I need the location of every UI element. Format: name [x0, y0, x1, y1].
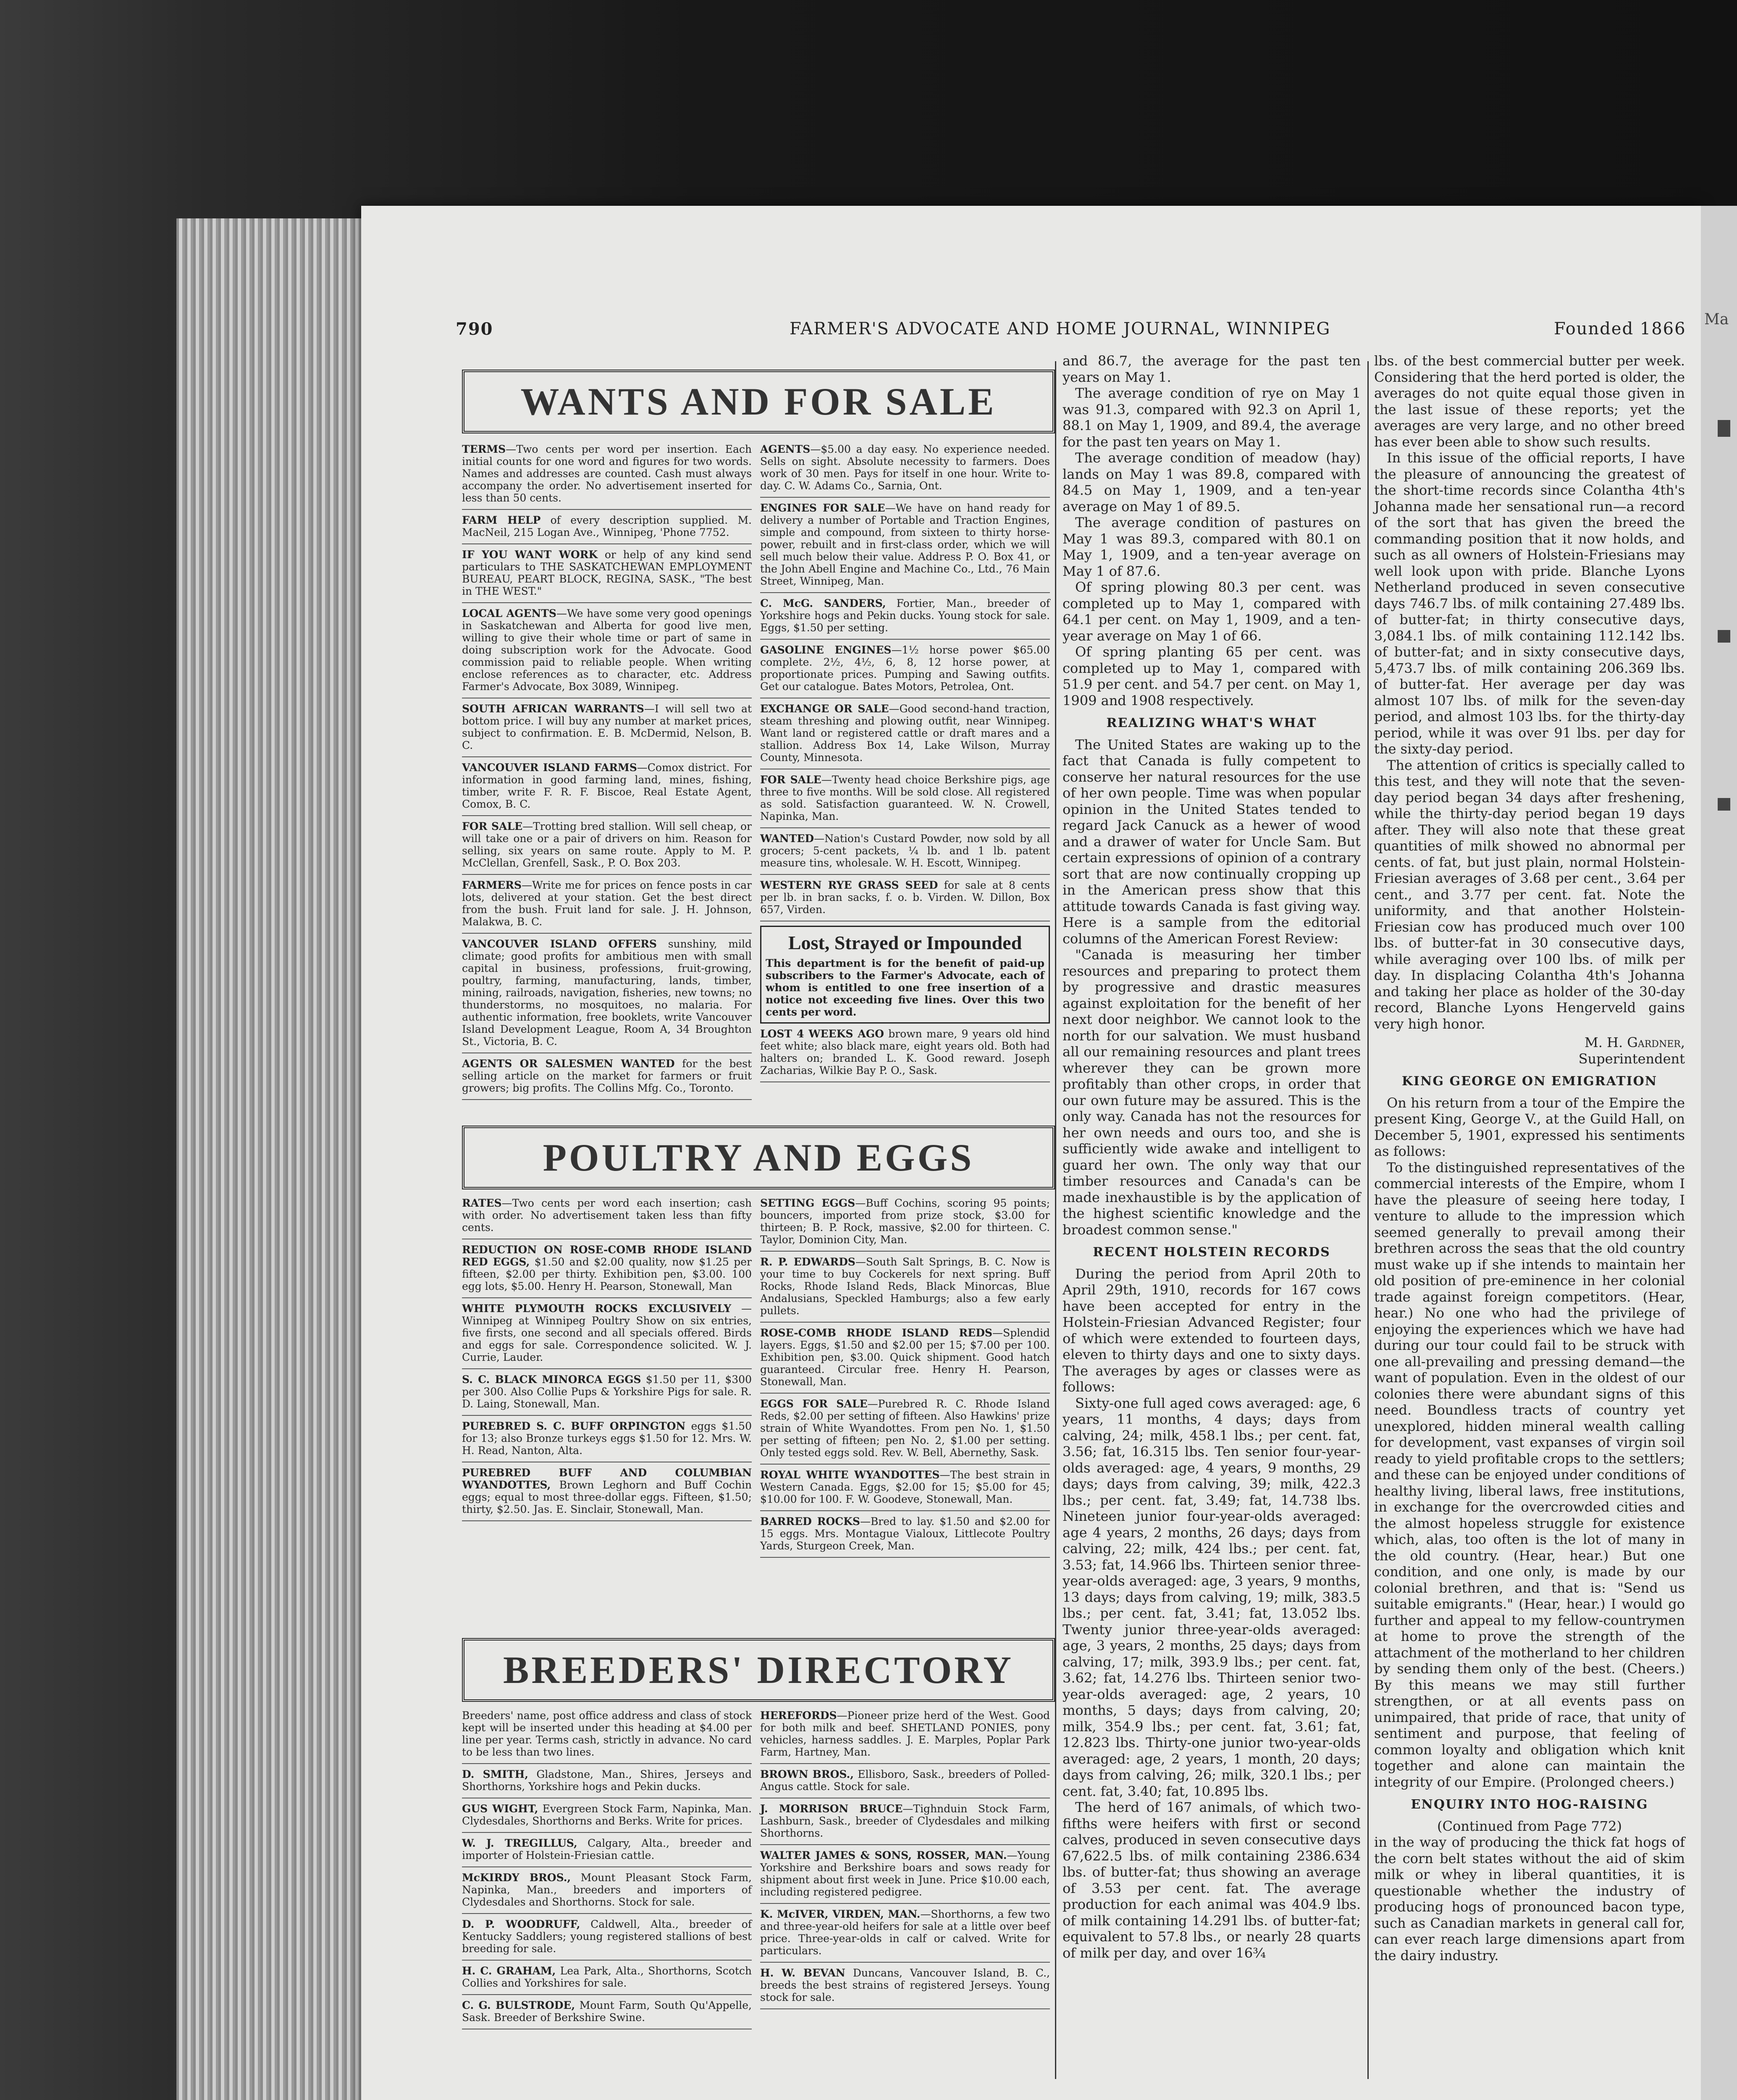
- paragraph: To the distinguished representatives of the commercial interests of the Empire, whom I have the pleasure of seeing here today, I venture to allude to the impression which seemed generally to prevail among their brethren across the seas that the old country must wake up if she intends to maintain her old position of pre-eminence in her colonial trade against foreign competitors. (Hear, hear.) No one who had the privilege of enjoying the experiences which we have had during our tour could fail to be struck with one all-prevailing and pressing demand—the want of population. Even in the oldest of our colonies there were abundant signs of this need. Boundless tracts of country yet unexplored, hidden mineral wealth calling for development, vast expanses of virgin soil ready to yield profitable crops to the settlers; and these can be enjoyed under conditions of healthy living, liberal laws, free institutions, in exchange for the overcrowded cities and the almost hopeless struggle for existence which, alas, too often is the lot of many in the old country. (Hear, hear.) But one condition, and one only, is made by our colonial brethren, and that is: "Send us suitable emigrants." (Hear, hear.) I would go further and appeal to my fellow-countrymen at home to prove the strength of the attachment of the motherland to her children by sending them only of the best. (Cheers.) By this means we may still further strengthen, or at all events pass on unimpaired, that pride of race, that unity of sentiment and purpose, that feeling of common loyalty and obligation which knit together and alone can maintain the integrity of our Empire. (Prolonged cheers.): [1374, 1159, 1685, 1790]
- ad-body: —Trotting bred stallion. Will sell cheap, or will take one or a pair of drivers on him. Reason for selling, six years on same route. Apply to M. P. McClellan, Grenfell, Sask., P. O. Box 203.: [462, 820, 752, 869]
- ad-lead: J. MORRISON BRUCE: [760, 1803, 903, 1815]
- ad-lead: VANCOUVER ISLAND FARMS: [462, 761, 637, 774]
- ad-lead: S. C. BLACK MINORCA EGGS: [462, 1373, 641, 1386]
- classified-ad: [462, 603, 752, 698]
- ad-body: Breeders' name, post office address and class of stock kept will be inserted under this heading at $4.00 per line per year. Terms cash, strictly in advance. No card to be less than two lines.: [462, 1709, 752, 1758]
- classified-ad: [462, 1798, 752, 1833]
- column-four: [1374, 353, 1685, 1964]
- classified-ad: [760, 1798, 1050, 1845]
- classified-ad: [462, 1867, 752, 1914]
- ad-body: for sale at 8 cents per lb. in bran sacks, f. o. b. Virden. W. Dillon, Box 657, Virden.: [760, 879, 1050, 916]
- ad-lead: IF YOU WANT WORK: [462, 549, 598, 561]
- ad-body: Gladstone, Man., Shires, Jerseys and Shorthorns, Yorkshire hogs and Pekin ducks.: [462, 1768, 752, 1793]
- ad-lead: SOUTH AFRICAN WARRANTS: [462, 703, 644, 715]
- classified-ad: [760, 1323, 1050, 1394]
- ad-lead: W. J. TREGILLUS,: [462, 1837, 577, 1849]
- classified-ad: [760, 1465, 1050, 1511]
- paragraph: The average condition of pastures on May 1 was 89.3, compared with 80.1 on May 1, 1909, and a ten-year average on May 1 of 87.6.: [1063, 514, 1361, 579]
- section-heading: RECENT HOLSTEIN RECORDS: [1093, 1245, 1330, 1260]
- ad-body: Caldwell, Alta., breeder of Kentucky Saddlers; young registered stallions of best breeding for sale.: [462, 1918, 752, 1955]
- classified-ad: [760, 1904, 1050, 1963]
- column-three: [1063, 353, 1361, 1961]
- wants-right-column: [760, 439, 1050, 1082]
- classified-ad: [462, 1914, 752, 1961]
- classified-ad: [462, 439, 752, 510]
- paragraph: The herd of 167 animals, of which two-fifths were heifers with first or second calves, produced in seven consecutive days 67,622.5 lbs. of milk containing 2386.634 lbs. of butter-fat; thus showing an average of 3.53 per cent. fat. The average production for each animal was 404.9 lbs. of milk containing 14.291 lbs. of butter-fat; equivalent to 57.8 lbs., or nearly 28 quarts of milk per day, and over 16¾: [1063, 1799, 1361, 1961]
- breeders-banner: BREEDERS' DIRECTORY: [462, 1638, 1055, 1702]
- ad-lead: WESTERN RYE GRASS SEED: [760, 879, 938, 891]
- ad-lead: C. McG. SANDERS,: [760, 597, 886, 609]
- ad-body: —Shorthorns, a few two and three-year-old heifers for sale at a little over beef price. Three-year-olds in calf or calved. Write for particulars.: [760, 1908, 1050, 1957]
- poultry-right-column: [760, 1193, 1050, 1558]
- ad-lead: SETTING EGGS: [760, 1197, 855, 1209]
- ad-body: —We have on hand ready for delivery a number of Portable and Traction Engines, simple and compound, from sixteen to thirty horse-power, rebuilt and in first-class order, which we will sell much below their value. Address P. O. Box 41, or the John Abell Engine and Machine Co., Ltd., 76 Main Street, Winnipeg, Man.: [760, 502, 1050, 587]
- wants-left-column: [462, 439, 752, 1100]
- signature-name: M. H. Gardner,: [1584, 1034, 1685, 1050]
- classified-ad: [462, 816, 752, 875]
- facing-page-fragment: Ma: [1704, 311, 1729, 328]
- classified-ad: [760, 1511, 1050, 1558]
- ad-body: —$5.00 a day easy. No experience needed. Sells on sight. Absolute necessity to farmers. Does work of 30 men. Pays for itself in one hour. Write to-day. C. W. Adams Co., Sarnia, Ont.: [760, 443, 1050, 492]
- ad-body: Duncans, Vancouver Island, B. C., breeds the best strains of registered Jerseys. Young stock for sale.: [760, 1967, 1050, 2003]
- ad-body: Evergreen Stock Farm, Napinka, Man. Clydesdales, Shorthorns and Berks. Write for prices.: [462, 1803, 752, 1827]
- paragraph: The United States are waking up to the fact that Canada is fully competent to conserve her natural resources for the use of her own people. Time was when popular opinion in the United States tended to regard Jack Canuck as a hewer of wood and a drawer of water for Uncle Sam. But certain expressions of opinion of a contrary sort that are now continually cropping up in the American press show that this attitude towards Canada is fast giving way. Here is a sample from the editorial columns of the American Forest Review:: [1063, 736, 1361, 947]
- ad-body: Brown Leghorn and Buff Cochin eggs; equal to most three-dollar eggs. Fifteen, $1.50; thirty, $2.50. Jas. E. Sinclair, Stonewall, Man.: [462, 1479, 752, 1515]
- classified-ad: [760, 593, 1050, 640]
- ad-body: —Bred to lay. $1.50 and $2.00 for 15 eggs. Mrs. Montague Vialoux, Littlecote Poultry Yards, Sturgeon Creek, Man.: [760, 1515, 1050, 1552]
- founded-line: Founded 1866: [1554, 319, 1686, 339]
- ad-lead: RATES: [462, 1197, 502, 1209]
- ad-lead: McKIRDY BROS.,: [462, 1872, 571, 1884]
- poultry-banner: POULTRY AND EGGS: [462, 1126, 1055, 1189]
- paragraph: The average condition of meadow (hay) lands on May 1 was 89.8, compared with 84.5 on May 1, 1909, and a ten-year average on May 1 of 89.5.: [1063, 450, 1361, 514]
- classified-ad: [760, 875, 1050, 921]
- ad-lead: K. McIVER, VIRDEN, MAN.: [760, 1908, 921, 1920]
- ad-lead: WHITE PLYMOUTH ROCKS EXCLUSIVELY: [462, 1302, 732, 1315]
- ad-lead: FARM HELP: [462, 514, 541, 526]
- section-heading: ENQUIRY INTO HOG-RAISING: [1411, 1797, 1648, 1812]
- ad-body: —Pioneer prize herd of the West. Good for both milk and beef. SHETLAND PONIES, pony vehicles, harness saddles. J. E. Marples, Poplar Park Farm, Hartney, Man.: [760, 1709, 1050, 1758]
- paragraph: In this issue of the official reports, I have the pleasure of announcing the greatest of the short-time records since Colantha 4th's Johanna made her sensational run—a record of the sort that has given the breed the commanding position that it now holds, and such as all owners of Holstein-Friesians may well look upon with pride. Blanche Lyons Netherland produced in seven consecutive days 746.7 lbs. of milk containing 27.489 lbs. of butter-fat; in thirty consecutive days, 3,084.1 lbs. of milk containing 112.142 lbs. of butter-fat; and in sixty consecutive days, 5,473.7 lbs. of milk containing 206.369 lbs. of butter-fat. Her average per day was almost 107 lbs. of milk for the seven-day period, and almost 103 lbs. for the thirty-day period, while it was over 91 lbs. per day for the sixty-day period.: [1374, 450, 1685, 757]
- ad-lead: HEREFORDS: [760, 1709, 837, 1722]
- paragraph: The average condition of rye on May 1 was 91.3, compared with 92.3 on April 1, 88.1 on May 1, 1909, and 89.4, the average for the past ten years on May 1.: [1063, 385, 1361, 450]
- ad-body: —Two cents per word per insertion. Each initial counts for one word and figures for two words. Names and addresses are counted. Cash must always accompany the order. No advertisement inserted for less than 50 cents.: [462, 443, 752, 504]
- ad-lead: EXCHANGE OR SALE: [760, 703, 889, 715]
- classified-ad: [760, 1845, 1050, 1904]
- ad-body: —Buff Cochins, scoring 95 points; bouncers, imported from prize stock, $3.00 for thirteen; B. P. Rock, massive, $2.00 for thirteen. C. Taylor, Dominion City, Man.: [760, 1197, 1050, 1246]
- ad-body: Mount Farm, South Qu'Appelle, Sask. Breeder of Berkshire Swine.: [462, 1999, 752, 2024]
- ad-body: —South Salt Springs, B. C. Now is your time to buy Cockerels for next spring. Buff Rocks, Rhode Island Reds, Black Minorcas, Blue Andalusians, Speckled Hamburgs; also a few early pullets.: [760, 1256, 1050, 1317]
- classified-ad: [462, 1298, 752, 1369]
- breeders-left-column: [462, 1705, 752, 2029]
- ad-body: —The best strain in Western Canada. Eggs, $2.00 for 15; $5.00 for 45; $10.00 for 100. F. W. Goodeve, Stonewall, Man.: [760, 1469, 1050, 1505]
- wants-banner: WANTS AND FOR SALE: [462, 370, 1055, 433]
- classified-ad: [462, 1462, 752, 1521]
- paragraph: "Canada is measuring her timber resources and preparing to protect them by progressive and drastic measures against exploitation for the benefit of her next door neighbor. We cannot look to the north for our salvation. We must husband all our remaining resources and plant trees wherever they can be grown more profitably than other crops, in order that our own future may be assured. This is the only way. Canada has not the resources for her own needs and ours too, and she is sufficiently wide awake and intelligent to guard her own. The only way that our timber resources and Canada's can be made inexhaustible is by the application of the highest scientific knowledge and the broadest common sense.": [1063, 947, 1361, 1238]
- ad-lead: AGENTS: [760, 443, 811, 455]
- column-rule: [1367, 361, 1369, 2079]
- facing-page-edge: [1701, 206, 1737, 2100]
- facing-page-mark: [1718, 798, 1730, 811]
- ad-body: or help of any kind send particulars to THE SASKATCHEWAN EMPLOYMENT BUREAU, PEART BLOCK, REGINA, SASK., "The best in THE WEST.": [462, 549, 752, 597]
- signature-title: Superintendent: [1578, 1050, 1685, 1067]
- classified-ad: [760, 1764, 1050, 1798]
- ad-lead: ROSE-COMB RHODE ISLAND REDS: [760, 1327, 992, 1339]
- paragraph: and 86.7, the average for the past ten years on May 1.: [1063, 353, 1361, 385]
- paragraph: Of spring plowing 80.3 per cent. was completed up to May 1, compared with 64.1 per cent. on May 1, 1909, and a ten-year average on May 1 of 66.: [1063, 579, 1361, 644]
- classified-ad: [760, 498, 1050, 593]
- lost-strayed-intro: This department is for the benefit of paid-up subscribers to the Farmer's Advocate, each of whom is entitled to one free insertion of a notice not exceeding five lines. Over this two cents per word.: [766, 957, 1044, 1018]
- ad-body: of every description supplied. M. MacNeil, 215 Logan Ave., Winnipeg, 'Phone 7752.: [462, 514, 752, 538]
- breeders-right-column: [760, 1705, 1050, 2009]
- classified-ad: [760, 1252, 1050, 1323]
- ad-body: —We have some very good openings in Saskatchewan and Alberta for good live men, willing to give their whole time or part of same in doing subscription work for the Advocate. Good commission paid to reliable people. When writing enclose references as to character, etc. Address Farmer's Advocate, Box 3089, Winnipeg.: [462, 607, 752, 693]
- ad-lead: ENGINES FOR SALE: [760, 502, 885, 514]
- classified-ad: [760, 698, 1050, 769]
- classified-ad: [760, 828, 1050, 875]
- ad-lead: WALTER JAMES & SONS, ROSSER, MAN.: [760, 1849, 1007, 1861]
- paragraph: lbs. of the best commercial butter per week. Considering that the herd ported is older, the averages do not quite equal those given in the last issue of these reports; yet the averages are very large, and no other breed has ever been able to show such results.: [1374, 353, 1685, 450]
- classified-ad: [462, 698, 752, 757]
- ad-body: Calgary, Alta., breeder and importer of Holstein-Friesian cattle.: [462, 1837, 752, 1861]
- classified-ad: [462, 1995, 752, 2029]
- ad-body: —Write me for prices on fence posts in car lots, delivered at your station. Get the best direct from the bush. Fruit land for sale. J. H. Johnson, Malakwa, B. C.: [462, 879, 752, 928]
- ad-body: — Winnipeg at Winnipeg Poultry Show on six entries, five firsts, one second and all specials offered. Birds and eggs for sale. Correspondence solicited. W. J. Currie, Lauder.: [462, 1302, 752, 1363]
- facing-page-mark: [1718, 630, 1730, 643]
- section-heading: KING GEORGE ON EMIGRATION: [1401, 1074, 1658, 1089]
- ad-body: —Splendid layers. Eggs, $1.50 and $2.00 per 15; $7.00 per 100. Exhibition pen, $3.00. Quick shipment. Good hatch guaranteed. Circular free. Henry H. Pearson, Stonewall, Man.: [760, 1327, 1050, 1388]
- classified-ad: [462, 1053, 752, 1100]
- ad-body: —Tighnduin Stock Farm, Lashburn, Sask., breeder of Clydesdales and milking Shorthorns.: [760, 1803, 1050, 1839]
- section-heading: REALIZING WHAT'S WHAT: [1106, 716, 1317, 730]
- ad-body: eggs $1.50 for 13; also Bronze turkeys eggs $1.50 for 12. Mrs. W. H. Read, Nanton, Alta.: [462, 1420, 752, 1457]
- classified-ad: [462, 544, 752, 603]
- ad-lead: TERMS: [462, 443, 506, 455]
- ad-lead: AGENTS OR SALESMEN WANTED: [462, 1058, 675, 1070]
- classified-ad: [462, 510, 752, 544]
- paragraph: During the period from April 20th to April 29th, 1910, records for 167 cows have been accepted for entry in the Holstein-Friesian Advanced Register; four of which were extended to fourteen days, eleven to thirty days and one to sixty days. The averages by ages or classes were as follows:: [1063, 1265, 1361, 1395]
- masthead: FARMER'S ADVOCATE AND HOME JOURNAL, WINNIPEG: [790, 319, 1331, 339]
- ad-body: —Young Yorkshire and Berkshire boars and sows ready for shipment about first week in June. Price $10.00 each, including registered pedigree.: [760, 1849, 1050, 1898]
- ad-lead: FARMERS: [462, 879, 522, 891]
- classified-ad: [462, 1369, 752, 1416]
- ad-lead: FOR SALE: [462, 820, 523, 832]
- ad-body: Lea Park, Alta., Shorthorns, Scotch Collies and Yorkshires for sale.: [462, 1965, 752, 1989]
- classified-ad: [760, 1394, 1050, 1465]
- ad-lead: C. G. BULSTRODE,: [462, 1999, 575, 2011]
- classified-ad: [760, 769, 1050, 828]
- classified-ad: [462, 1705, 752, 1764]
- classified-ad: [760, 1705, 1050, 1764]
- paragraph: in the way of producing the thick fat hogs of the corn belt states without the aid of skim milk or whey in liberal quantities, it is questionable whether the industry of producing hogs of pronounced bacon type, such as Canadian markets in general call for, can ever reach large dimensions apart from the dairy industry.: [1374, 1834, 1685, 1964]
- column-rule: [1055, 361, 1056, 2079]
- classified-ad: [462, 1961, 752, 1995]
- paragraph: The attention of critics is specially called to this test, and they will note that the seven-day period began 34 days after freshening, while the thirty-day period began 19 days after. They will also note that these great quantities of milk showed no abnormal per cents. of fat, but just plain, normal Holstein-Friesian averages of 3.68 per cent., 3.64 per cent., and 3.77 per cent. fat. Note the uniformity, and that another Holstein-Friesian cow has produced much over 100 lbs. of butter-fat in 30 consecutive days, while averaging over 100 lbs. of milk per day. In displacing Colantha 4th's Johanna and taking her place as holder of the 30-day record, Blanche Lyons Hengerveld gains very high honor.: [1374, 757, 1685, 1032]
- ad-lead: PUREBRED S. C. BUFF ORPINGTON: [462, 1420, 686, 1432]
- lost-notice: [760, 1024, 1050, 1082]
- ad-lead: H. C. GRAHAM,: [462, 1965, 556, 1977]
- ad-body: —Two cents per word each insertion; cash with order. No advertisement taken less than fifty cents.: [462, 1197, 752, 1234]
- page-number: 790: [456, 319, 493, 339]
- classified-ad: [760, 1193, 1050, 1252]
- ad-lead: REDUCTION ON ROSE-COMB RHODE ISLAND RED EGGS,: [462, 1244, 752, 1268]
- ad-body: brown mare, 9 years old hind feet white; also black mare, eight years old. Both had halters on; branded L. K. Good reward. Joseph Zacharias, Wilkie Bay P. O., Sask.: [760, 1028, 1050, 1076]
- ad-lead: D. SMITH,: [462, 1768, 528, 1780]
- ad-body: $1.50 and $2.00 quality, now $1.25 per fifteen, $2.00 per thirty. Exhibition pen, $3.00. 100 egg lots, $5.00. Henry H. Pearson, Stonewall, Man: [462, 1256, 752, 1292]
- paragraph: Sixty-one full aged cows averaged: age, 6 years, 11 months, 4 days; days from calving, 24; milk, 458.1 lbs.; per cent. fat, 3.56; fat, 16.315 lbs. Ten senior four-year-olds averaged: age, 4 years, 9 months, 29 days; days from calving, 39; milk, 422.3 lbs.; per cent. fat, 3.49; fat, 14.738 lbs. Nineteen junior four-year-olds averaged: age 4 years, 2 months, 26 days; days from calving, 22; milk, 424 lbs.; per cent. fat, 3.53; fat, 14.966 lbs. Thirteen senior three-year-olds averaged: age, 3 years, 9 months, 13 days; days from calving, 19; milk, 383.5 lbs.; per cent. fat, 3.41; fat, 13.052 lbs. Twenty junior three-year-olds averaged: age, 3 years, 2 months, 25 days; days from calving, 17; milk, 393.9 lbs.; per cent. fat, 3.62; fat, 14.276 lbs. Thirteen senior two-year-olds averaged: age, 2 years, 10 months, 5 days; days from calving, 20; milk, 354.9 lbs.; per cent. fat, 3.61; fat, 12.823 lbs. Thirty-one junior two-year-olds averaged: age, 2 years, 1 month, 20 days; days from calving, 26; milk, 320.1 lbs.; per cent. fat, 3.40; fat, 10.895 lbs.: [1063, 1395, 1361, 1799]
- classified-ad: [462, 1833, 752, 1867]
- ad-body: —I will sell two at bottom price. I will buy any number at market prices, subject to confirmation. E. B. McDermid, Nelson, B. C.: [462, 703, 752, 751]
- ad-lead: FOR SALE: [760, 774, 821, 786]
- ad-body: Fortier, Man., breeder of Yorkshire hogs and Pekin ducks. Young stock for sale. Eggs, $1.50 per setting.: [760, 597, 1050, 634]
- ad-lead: BROWN BROS.,: [760, 1768, 854, 1780]
- ad-body: —Nation's Custard Powder, now sold by all grocers; 5-cent packets, ¼ lb. and 1 lb. patent measure tins, wholesale. W. H. Escott, Winnipeg.: [760, 832, 1050, 869]
- classified-ad: [462, 1764, 752, 1798]
- ad-lead: D. P. WOODRUFF,: [462, 1918, 580, 1930]
- ad-lead: R. P. EDWARDS: [760, 1256, 855, 1268]
- ad-lead: LOST 4 WEEKS AGO: [760, 1028, 884, 1040]
- ad-body: —Twenty head choice Berkshire pigs, age three to five months. Will be sold close. All registered as sold. Satisfaction guaranteed. W. N. Crowell, Napinka, Man.: [760, 774, 1050, 822]
- ad-lead: LOCAL AGENTS: [462, 607, 556, 620]
- book-page-edges: [176, 218, 361, 2100]
- ad-body: sunshiny, mild climate; good profits for ambitious men with small capital in business, professions, fruit-growing, poultry, farming, manufacturing, lands, timber, mining, railroads, navigation, fisheries, new towns; no thunderstorms, no mosquitoes, no malaria. For authentic information, free booklets, write Vancouver Island Development League, Room A, 34 Broughton St., Victoria, B. C.: [462, 938, 752, 1047]
- ad-body: Mount Pleasant Stock Farm, Napinka, Man., breeders and importers of Clydesdales and Shorthorns. Stock for sale.: [462, 1872, 752, 1908]
- classified-ad: [462, 1193, 752, 1239]
- ad-body: —Purebred R. C. Rhode Island Reds, $2.00 per setting of fifteen. Also Hawkins' prize strain of White Wyandottes. From pen No. 1, $1.50 per setting of fifteen; pen No. 2, $1.00 per setting. Only tested eggs sold. Rev. W. Bell, Abernethy, Sask.: [760, 1398, 1050, 1459]
- ad-body: Ellisboro, Sask., breeders of Polled-Angus cattle. Stock for sale.: [760, 1768, 1050, 1793]
- paragraph: Of spring planting 65 per cent. was completed up to May 1, compared with 51.9 per cent. and 54.7 per cent. on May 1, 1909 and 1908 respectively.: [1063, 644, 1361, 709]
- classified-ad: [760, 640, 1050, 698]
- ad-lead: WANTED: [760, 832, 814, 845]
- lost-strayed-box: [760, 926, 1050, 1024]
- facing-page-mark: [1718, 420, 1730, 437]
- ad-lead: VANCOUVER ISLAND OFFERS: [462, 938, 657, 950]
- ad-body: —1½ horse power $65.00 complete. 2½, 4½, 6, 8, 12 horse power, at proportionate prices. Pumping and Sawing outfits. Get our catalogue. Bates Motors, Petrolea, Ont.: [760, 644, 1050, 693]
- ad-lead: GASOLINE ENGINES: [760, 644, 892, 656]
- ad-lead: BARRED ROCKS: [760, 1515, 860, 1528]
- ad-body: for the best selling article on the market for farmers or fruit growers; big profits. The Collins Mfg. Co., Toronto.: [462, 1058, 752, 1094]
- classified-ad: [462, 757, 752, 816]
- classified-ad: [462, 1416, 752, 1462]
- ad-lead: ROYAL WHITE WYANDOTTES: [760, 1469, 940, 1481]
- ad-lead: H. W. BEVAN: [760, 1967, 845, 1979]
- ad-body: —Good second-hand traction, steam threshing and plowing outfit, near Winnipeg. Want land or registered cattle or draft mares and a stallion. Address Box 14, Lake Wilson, Murray County, Minnesota.: [760, 703, 1050, 764]
- ad-lead: PUREBRED BUFF AND COLUMBIAN WYANDOTTES,: [462, 1467, 752, 1491]
- ad-body: —Comox district. For information in good farming land, mines, fishing, timber, write F. R. F. Biscoe, Real Estate Agent, Comox, B. C.: [462, 761, 752, 810]
- lost-strayed-title: Lost, Strayed or Impounded: [788, 932, 1022, 953]
- classified-ad: [462, 875, 752, 934]
- ad-body: $1.50 per 11, $300 per 300. Also Collie Pups & Yorkshire Pigs for sale. R. D. Laing, Stonewall, Man.: [462, 1373, 752, 1410]
- ad-lead: EGGS FOR SALE: [760, 1398, 868, 1410]
- ad-lead: GUS WIGHT,: [462, 1803, 538, 1815]
- classified-ad: [760, 1963, 1050, 2009]
- classified-ad: [462, 934, 752, 1053]
- paragraph: On his return from a tour of the Empire the present King, George V., at the Guild Hall, on December 5, 1901, expressed his sentiments as follows:: [1374, 1095, 1685, 1159]
- classified-ad: [462, 1239, 752, 1298]
- poultry-left-column: [462, 1193, 752, 1521]
- classified-ad: [760, 439, 1050, 498]
- continued-note: (Continued from Page 772): [1437, 1818, 1622, 1834]
